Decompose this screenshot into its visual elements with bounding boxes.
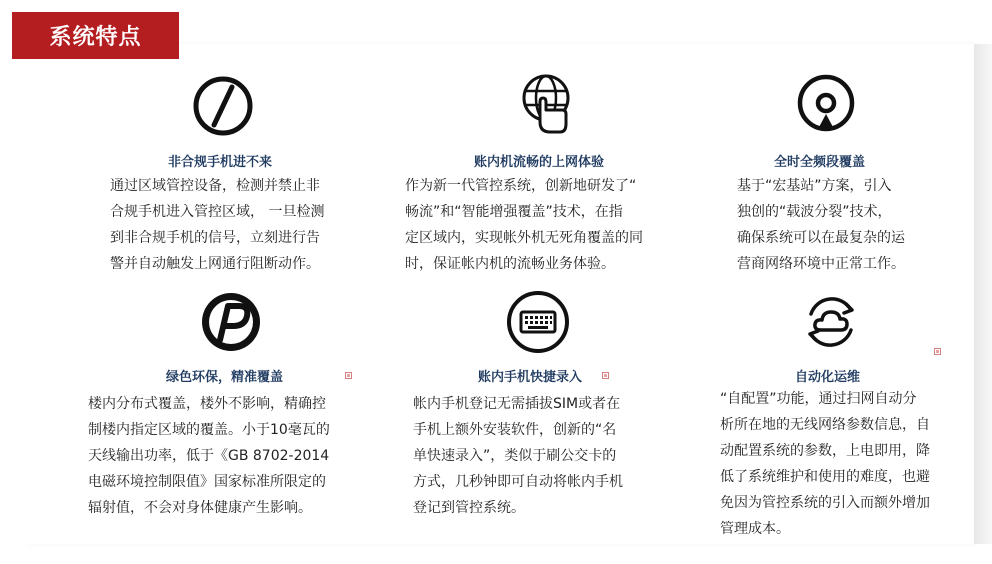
feature-title: 账内手机快捷录入 bbox=[478, 370, 583, 385]
desc-line: 手机上额外安装软件，创新的“名 bbox=[413, 422, 617, 438]
desc-line: 帐内手机登记无需插拔SIM或者在 bbox=[413, 396, 621, 412]
desc-line: 定区域内，实现帐外机无死角覆盖的同 bbox=[405, 230, 643, 246]
eco-p-icon bbox=[199, 290, 263, 354]
desc-line: 登记到管控系统。 bbox=[413, 500, 525, 516]
desc-line: 单快速录入”，类似于刷公交卡的 bbox=[413, 448, 617, 464]
desc-line: 畅流”和“智能增强覆盖”技术，在指 bbox=[405, 204, 623, 220]
desc-line: 时，保证帐内机的流畅业务体验。 bbox=[405, 256, 615, 272]
feature-title: 账内机流畅的上网体验 bbox=[474, 155, 605, 170]
desc-line: 免因为管控系统的引入而额外增加 bbox=[720, 495, 930, 511]
desc-line: 营商网络环境中正常工作。 bbox=[737, 256, 905, 272]
desc-line: 析所在地的无线网络参数信息，自 bbox=[720, 417, 930, 433]
desc-line: 楼内分布式覆盖，楼外不影响，精确控 bbox=[88, 396, 326, 412]
desc-line: 确保系统可以在最复杂的运 bbox=[737, 230, 905, 246]
desc-line: 电磁环境控制限值》国家标准所限定的 bbox=[88, 474, 326, 490]
desc-line: 合规手机进入管控区域， 一旦检测 bbox=[110, 204, 325, 220]
desc-line: 动配置系统的参数，上电即用，降 bbox=[720, 443, 930, 459]
desc-line: 天线输出功率，低于《GB 8702-2014 bbox=[88, 448, 330, 464]
desc-line: 作为新一代管控系统，创新地研发了“ bbox=[405, 178, 637, 194]
link-marker-icon bbox=[345, 372, 352, 379]
desc-line: 方式，几秒钟即可自动将帐内手机 bbox=[413, 474, 623, 490]
feature-description bbox=[413, 391, 623, 521]
desc-line: 通过区域管控设备，检测并禁止非 bbox=[110, 178, 320, 194]
feature-title: 自动化运维 bbox=[795, 370, 861, 385]
feature-title: 全时全频段覆盖 bbox=[774, 155, 866, 170]
cloud-sync-icon bbox=[799, 290, 863, 354]
signal-pin-icon bbox=[794, 73, 858, 137]
keyboard-icon bbox=[506, 290, 570, 354]
desc-line: 警并自动触发上网通行阻断动作。 bbox=[110, 256, 320, 272]
feature-description bbox=[88, 391, 330, 521]
section-title: 系统特点 bbox=[12, 12, 179, 59]
desc-line: 低了系统维护和使用的难度，也避 bbox=[720, 469, 930, 485]
desc-line: 独创的“载波分裂”技术， bbox=[737, 204, 892, 220]
desc-line: 管理成本。 bbox=[720, 521, 790, 537]
feature-title: 非合规手机进不来 bbox=[168, 155, 273, 170]
link-marker-icon bbox=[602, 372, 609, 379]
link-marker-icon bbox=[934, 348, 941, 355]
feature-description bbox=[110, 173, 324, 277]
feature-title: 绿色环保，精准覆盖 bbox=[166, 370, 284, 385]
desc-line: “自配置”功能，通过扫网自动分 bbox=[720, 391, 917, 407]
page-edge-shadow bbox=[974, 44, 992, 544]
desc-line: 制楼内指定区域的覆盖。小于10毫瓦的 bbox=[88, 422, 330, 438]
desc-line: 辐射值，不会对身体健康产生影响。 bbox=[88, 500, 312, 516]
feature-description bbox=[405, 173, 643, 277]
feature-description bbox=[720, 386, 930, 542]
globe-touch-icon bbox=[514, 72, 578, 136]
desc-line: 到非合规手机的信号，立刻进行告 bbox=[110, 230, 320, 246]
desc-line: 基于“宏基站”方案，引入 bbox=[737, 178, 892, 194]
feature-description bbox=[737, 173, 905, 277]
no-entry-slash-icon bbox=[191, 74, 255, 138]
